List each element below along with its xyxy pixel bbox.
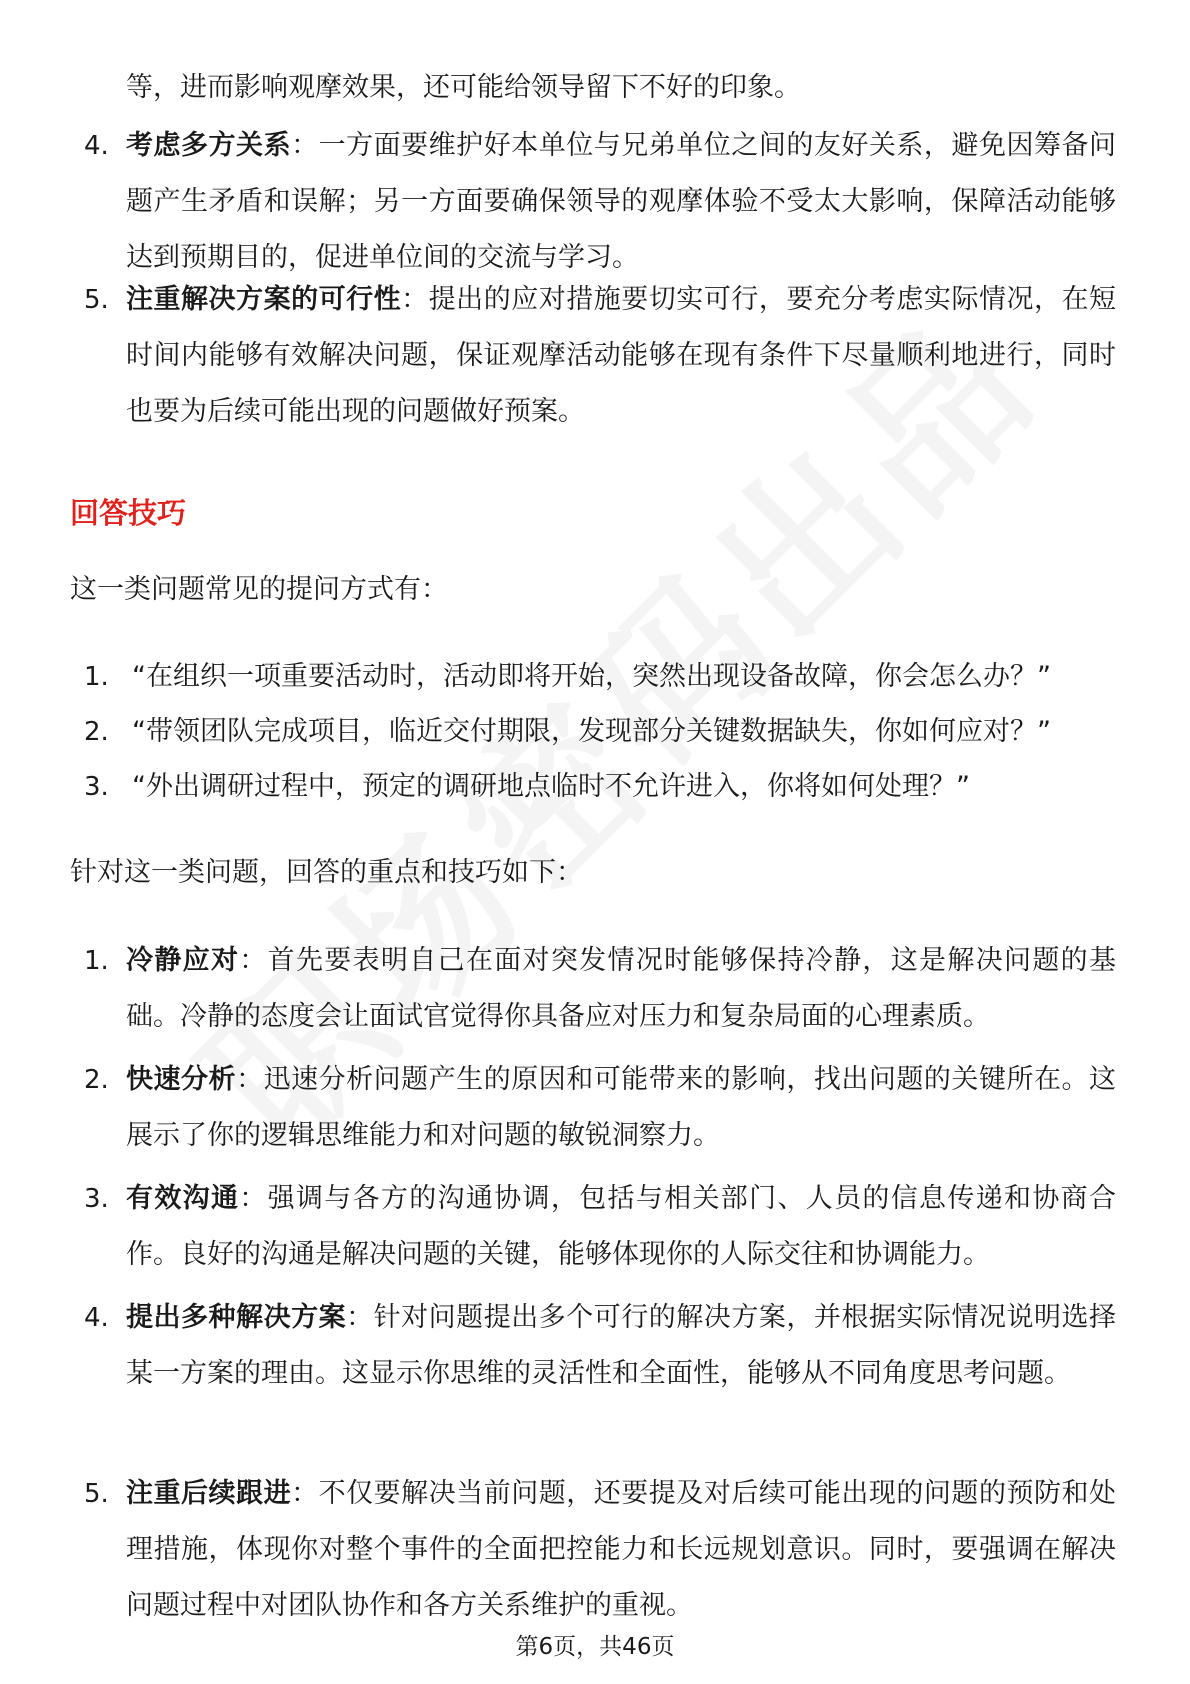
list-item-heading: 注重后续跟进 — [126, 1478, 292, 1509]
list-text: 快速分析：迅速分析问题产生的原因和可能带来的影响，找出问题的关键所在。这展示了你的逻辑思维能力和对问题的敏锐洞察力。 — [126, 1064, 1117, 1151]
list-text: 考虑多方关系：一方面要维护好本单位与兄弟单位之间的友好关系，避免因筹备问题产生矛盾和误解；另一方面要确保领导的观摩体验不受太大影响，保障活动能够达到预期目的，促进单位间的交流与学习。 — [126, 130, 1117, 273]
list-number: 3. — [84, 1184, 109, 1214]
list-text: 注重后续跟进：不仅要解决当前问题，还要提及对后续可能出现的问题的预防和处理措施，体现你对整个事件的全面把控能力和长远规划意识。同时，要强调在解决问题过程中对团队协作和各方关系维护的重视。 — [126, 1478, 1117, 1621]
list-number: 4. — [84, 131, 109, 161]
list-item-heading: 有效沟通 — [126, 1183, 240, 1214]
list-number: 1. — [84, 946, 109, 976]
list-text: 提出多种解决方案：针对问题提出多个可行的解决方案，并根据实际情况说明选择某一方案的理由。这显示你思维的灵活性和全面性，能够从不同角度思考问题。 — [126, 1302, 1117, 1389]
question-text: “带领团队完成项目，临近交付期限，发现部分关键数据缺失，你如何应对？” — [132, 716, 1051, 747]
section-title: 回答技巧 — [70, 496, 187, 530]
list-item-heading: 考虑多方关系 — [126, 130, 292, 161]
list-item-heading: 快速分析 — [126, 1064, 237, 1095]
question-text: “外出调研过程中，预定的调研地点临时不允许进入，你将如何处理？” — [132, 771, 970, 802]
list-number: 4. — [84, 1303, 109, 1333]
list-number: 3. — [84, 772, 109, 802]
list-number: 5. — [84, 1479, 109, 1509]
list-number: 1. — [84, 662, 109, 692]
list-item-heading: 注重解决方案的可行性 — [126, 284, 402, 315]
page-number: 第6页，共46页 — [515, 1634, 675, 1660]
list-text: 冷静应对：首先要表明自己在面对突发情况时能够保持冷静，这是解决问题的基础。冷静的态度会让面试官觉得你具备应对压力和复杂局面的心理素质。 — [126, 945, 1117, 1032]
questions-intro: 这一类问题常见的提问方式有： — [70, 574, 448, 605]
tips-intro: 针对这一类问题，回答的重点和技巧如下： — [70, 857, 583, 888]
list-text: 注重解决方案的可行性：提出的应对措施要切实可行，要充分考虑实际情况，在短时间内能够有效解决问题，保证观摩活动能够在现有条件下尽量顺利地进行，同时也要为后续可能出现的问题做好预案。 — [126, 284, 1117, 427]
list-number: 5. — [84, 285, 109, 315]
intro-continuation: 等，进而影响观摩效果，还可能给领导留下不好的印象。 — [126, 72, 801, 103]
question-text: “在组织一项重要活动时，活动即将开始，突然出现设备故障，你会怎么办？” — [132, 661, 1051, 692]
list-item-heading: 冷静应对 — [126, 945, 240, 976]
list-text: 有效沟通：强调与各方的沟通协调，包括与相关部门、人员的信息传递和协商合作。良好的沟通是解决问题的关键，能够体现你的人际交往和协调能力。 — [126, 1183, 1117, 1270]
list-number: 2. — [84, 717, 109, 747]
list-item-heading: 提出多种解决方案 — [126, 1302, 347, 1333]
list-number: 2. — [84, 1065, 109, 1095]
